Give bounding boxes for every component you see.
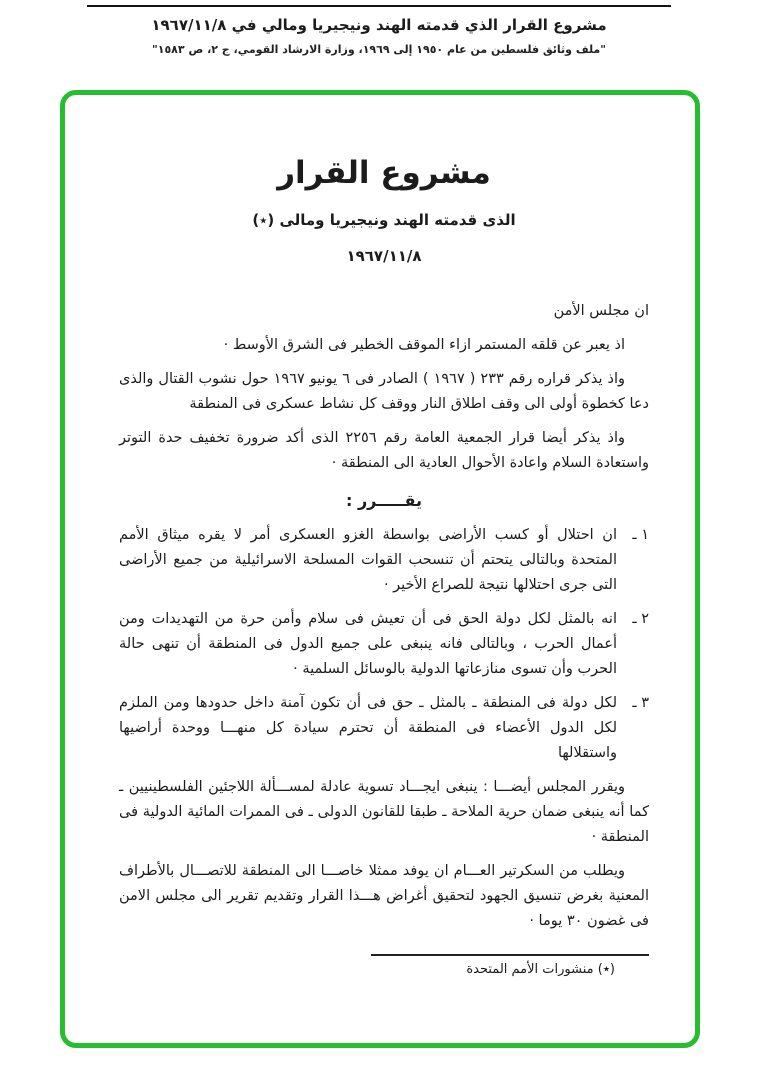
document-frame xyxy=(60,90,700,1048)
header-source-citation: "ملف وثائق فلسطين من عام ١٩٥٠ إلى ١٩٦٩، وزارة الارشاد القومي، ج ٢، ص ١٥٨٣" xyxy=(152,43,606,56)
footnote: (٭) منشورات الأمم المتحدة xyxy=(371,954,649,977)
decides-heading: يقـــــرر : xyxy=(346,491,422,510)
document-date: ١٩٦٧/١١/٨ xyxy=(346,247,422,265)
header-title: مشروع القرار الذي قدمته الهند ونيجيريا ومالي في ١٩٦٧/١١/٨ xyxy=(151,16,607,34)
preamble-paragraph: ان مجلس الأمن xyxy=(553,303,649,319)
clause-item xyxy=(119,607,649,682)
header-top-rule xyxy=(87,5,670,7)
clause-text: لكل دولة فى المنطقة ـ بالمثل ـ حق فى أن تكون آمنة داخل حدودها ومن الملزم لكل الدول الأعضاء فى المنطقة أن تحترم سيادة كل منهـــا ووحدة أراضيها واستقلالها xyxy=(119,695,617,761)
clause-number: ٣ ـ xyxy=(632,695,649,711)
preamble-paragraph: اذ يعبر عن قلقه المستمر ازاء الموقف الخطير فى الشرق الأوسط · xyxy=(223,337,625,353)
page-header xyxy=(40,5,718,56)
clause-text: ان احتلال أو كسب الأراضى بواسطة الغزو العسكرى أمر لا يقره ميثاق الأمم المتحدة وبالتالى يتحتم أن تنسحب القوات المسلحة الاسرائيلية من جميع الأراضى التى جرى احتلالها نتيجة للصراع الأخير · xyxy=(119,527,617,593)
clause-number: ٢ ـ xyxy=(632,611,649,627)
document-body xyxy=(65,95,695,1043)
document-subtitle: الذى قدمته الهند ونيجيريا ومالى (٭) xyxy=(252,211,516,229)
closing-paragraph: ويطلب من السكرتير العـــام ان يوفد ممثلا خاصـــا الى المنطقة للاتصـــال بالأطراف المعنية بغرض تنسيق الجهود لتحقيق أغراض هـــذا القرار وتقديم تقرير الى مجلس الامن فى غضون ٣٠ يوما · xyxy=(119,863,649,929)
preamble-paragraph: واذ يذكر أيضا قرار الجمعية العامة رقم ٢٢٥٦ الذى أكد ضرورة تخفيف حدة التوتر واستعادة السلام واعادة الأحوال العادية الى المنطقة · xyxy=(119,430,649,471)
clause-number: ١ ـ xyxy=(632,527,649,543)
preamble-paragraph: واذ يذكر قراره رقم ٢٣٣ ( ١٩٦٧ ) الصادر فى ٦ يونيو ١٩٦٧ حول نشوب القتال والذى دعا كخطوة أولى الى وقف اطلاق النار ووقف كل نشاط عسكرى فى المنطقة xyxy=(119,371,649,412)
document-title: مشروع القرار xyxy=(277,155,491,191)
clause-item xyxy=(119,523,649,598)
closing-paragraph: ويقرر المجلس أيضـــا : ينبغى ايجـــاد تسوية عادلة لمســـألة اللاجئين الفلسطينيين ـ كما أنه ينبغى ضمان حرية الملاحة ـ طبقا للقانون الدولى ـ فى الممرات المائية الدولية فى المنطقة · xyxy=(119,779,649,845)
clause-text: انه بالمثل لكل دولة الحق فى أن تعيش فى سلام وأمن حرة من التهديدات ومن أعمال الحرب ، وبالتالى فانه ينبغى على جميع الدول فى المنطقة أن تنهى حالة الحرب وأن تسوى منازعاتها الدولية بالوسائل السلمية · xyxy=(119,611,617,677)
clause-item xyxy=(119,691,649,766)
